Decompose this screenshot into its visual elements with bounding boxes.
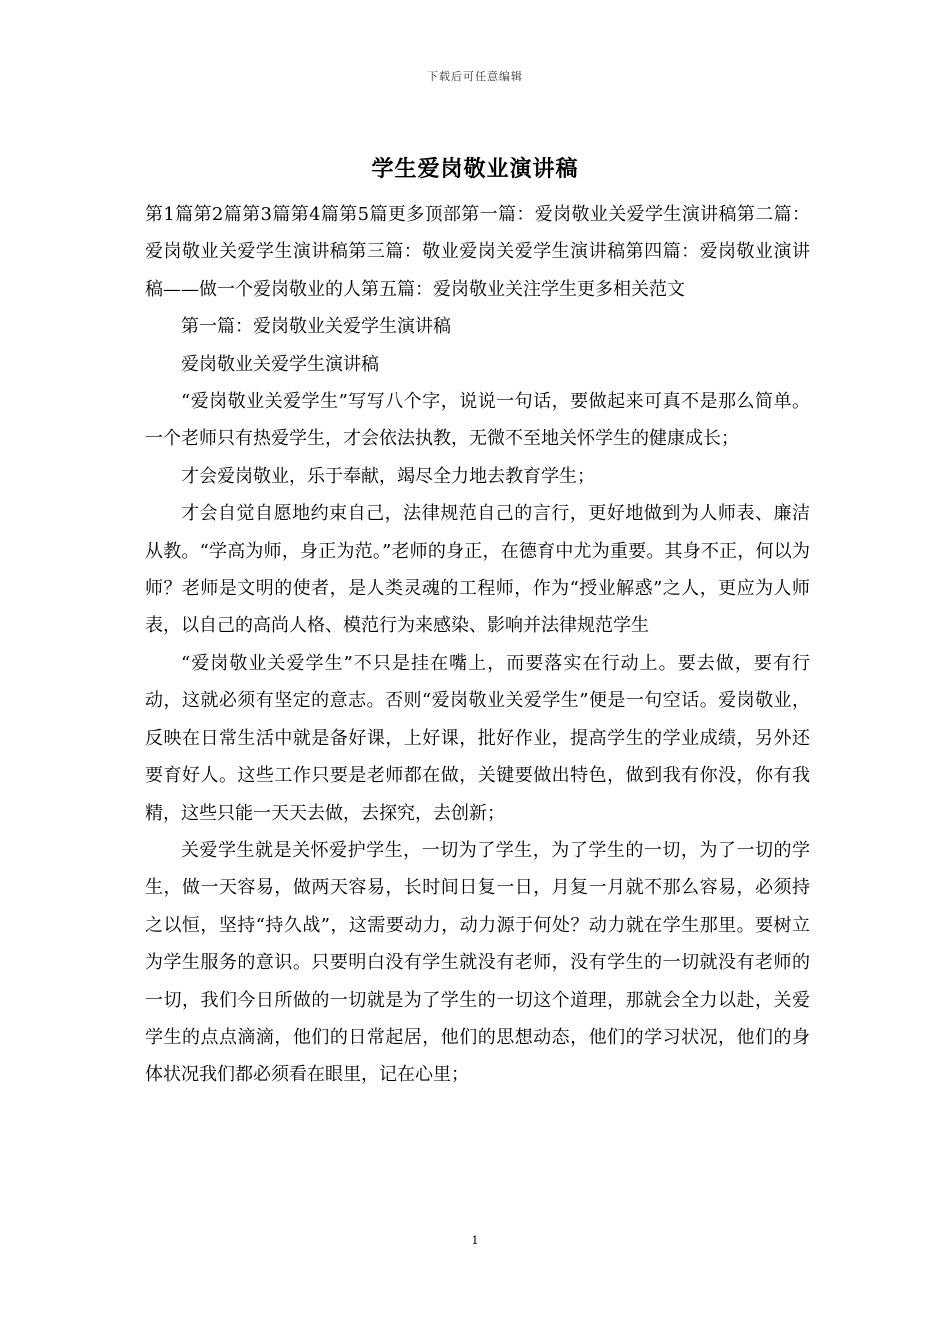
toc-paragraph: 第1篇第2篇第3篇第4篇第5篇更多顶部第一篇：爱岗敬业关爱学生演讲稿第二篇：爱岗敬业关爱学生演讲稿第三篇：敬业爱岗关爱学生演讲稿第四篇：爱岗敬业演讲稿——做一个爱岗敬业的人第五篇：爱岗敬业关注学生更多相关范文 — [145, 204, 810, 300]
header-note: 下载后可任意编辑 — [427, 70, 523, 83]
body-paragraph: 才会爱岗敬业，乐于奉献，竭尽全力地去教育学生； — [181, 465, 595, 487]
document-title: 学生爱岗敬业演讲稿 — [371, 157, 579, 182]
section-subtitle: 爱岗敬业关爱学生演讲稿 — [181, 353, 379, 375]
body-paragraph: 才会自觉自愿地约束自己，法律规范自己的言行，更好地做到为人师表、廉洁从教。“学高为师，身正为范。”老师的身正，在德育中尤为重要。其身不正，何以为师？老师是文明的使者，是人类灵魂的工程师，作为“授业解惑”之人，更应为人师表，以自己的高尚人格、模范行为来感染、影响并法律规范学生 — [145, 503, 810, 637]
body-paragraph: “爱岗敬业关爱学生”不只是挂在嘴上，而要落实在行动上。要去做，要有行动，这就必须有坚定的意志。否则“爱岗敬业关爱学生”便是一句空话。爱岗敬业，反映在日常生活中就是备好课，上好课，批好作业，提高学生的学业成绩，另外还要育好人。这些工作只要是老师都在做，关键要做出特色，做到我有你没，你有我精，这些只能一天天去做，去探究，去创新； — [145, 652, 810, 824]
body-paragraph: “爱岗敬业关爱学生”写写八个字，说说一句话，要做起来可真不是那么简单。一个老师只有热爱学生，才会依法执教，无微不至地关怀学生的健康成长； — [145, 391, 810, 450]
body-paragraph: 关爱学生就是关怀爱护学生，一切为了学生，为了学生的一切，为了一切的学生，做一天容易，做两天容易，长时间日复一日，月复一月就不那么容易，必须持之以恒，坚持“持久战”，这需要动力，动力源于何处？动力就在学生那里。要树立为学生服务的意识。只要明白没有学生就没有老师，没有学生的一切就没有老师的一切，我们今日所做的一切就是为了学生的一切这个道理，那就会全力以赴，关爱学生的点点滴滴，他们的日常起居，他们的思想动态，他们的学习状况，他们的身体状况我们都必须看在眼里，记在心里； — [145, 839, 810, 1086]
page-number: 1 — [471, 1234, 479, 1247]
document-body — [145, 196, 810, 1094]
section-heading: 第一篇：爱岗敬业关爱学生演讲稿 — [181, 316, 451, 338]
